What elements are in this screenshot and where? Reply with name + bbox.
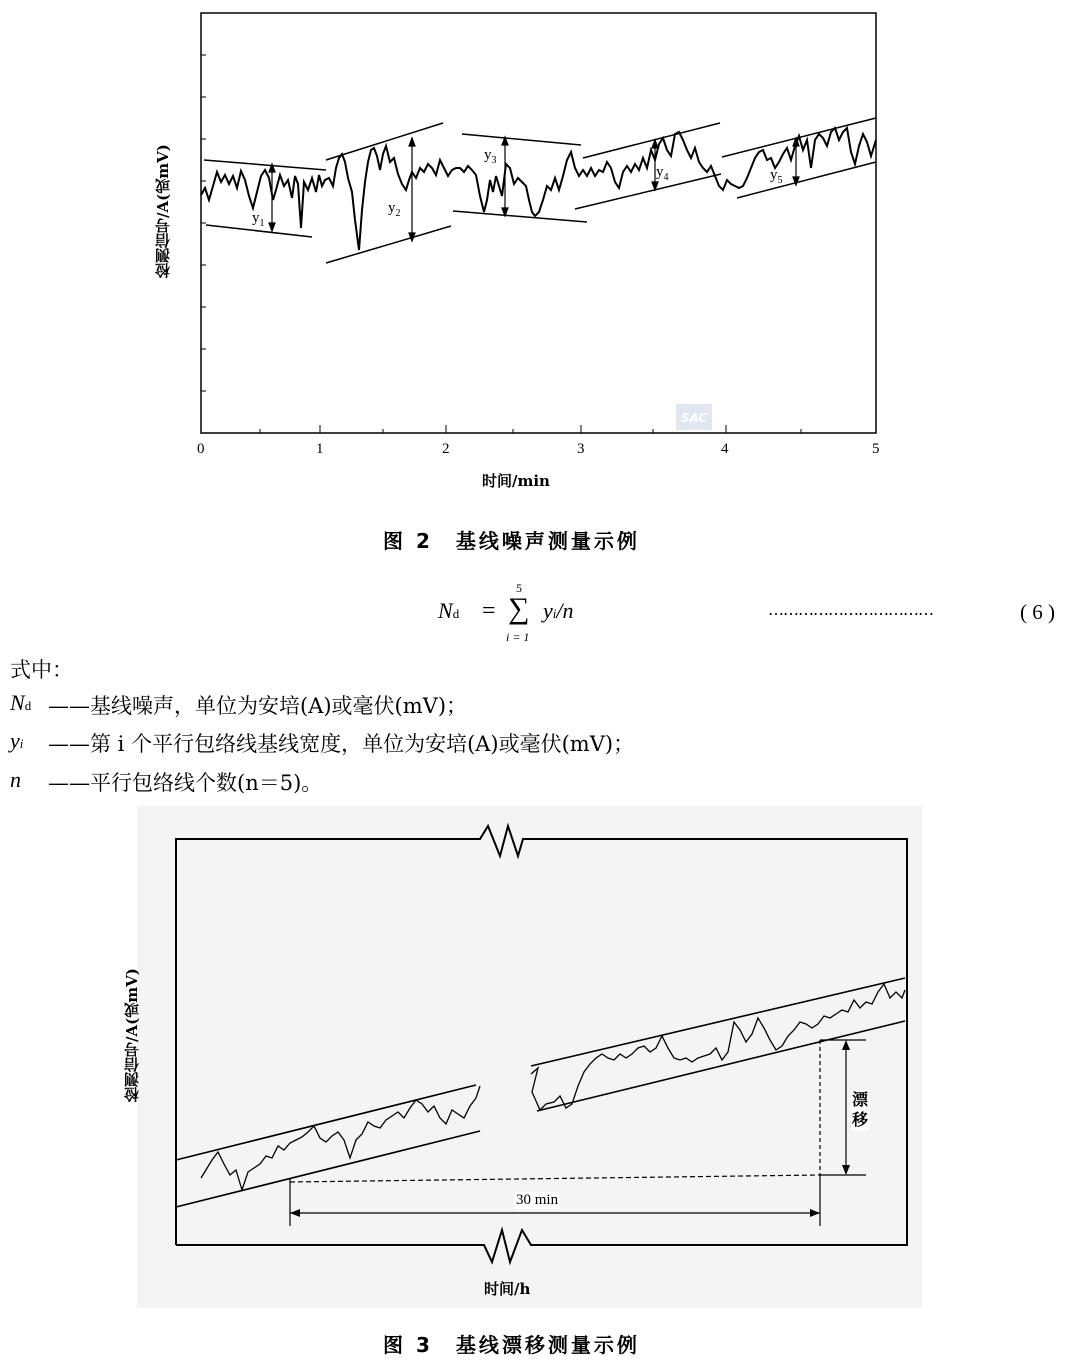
fig3-arrowheads [290, 1040, 850, 1217]
formula-sum-sign: ∑ [508, 592, 530, 625]
fig3-band-left [176, 1085, 480, 1207]
legend-item-nd: Nd [10, 690, 32, 715]
fig3-caption: 图 3 基线漂移测量示例 [383, 1333, 640, 1357]
svg-text:SAC: SAC [680, 411, 708, 425]
fig2-xtick-4: 4 [721, 441, 729, 457]
fig3-interval-label: 30 min [516, 1192, 559, 1208]
legend-text-yi: ——第 i 个平行包络线基线宽度，单位为安培(A)或毫伏(mV)； [48, 732, 635, 756]
fig2-label-y5: $y_5$ [770, 167, 783, 186]
formula-number: ( 6 ) [1020, 600, 1055, 624]
fig2-y-axis-label: 检测信号/A(或mV) [154, 144, 172, 278]
legend-intro: 式中： [10, 658, 73, 682]
legend-text-nd: ——基线噪声，单位为安培(A)或毫伏(mV)； [48, 694, 468, 718]
legend-text-n: ——平行包络线个数(n＝5)。 [48, 771, 323, 795]
fig2-xtick-2: 2 [442, 441, 450, 457]
fig2-label-y1: $y_1$ [252, 210, 265, 229]
formula-leader: …………………………… [768, 600, 933, 619]
fig2-label-y4: $y_4$ [656, 164, 669, 183]
fig2-xtick-5: 5 [872, 441, 880, 457]
fig2-label-y2: $y_2$ [388, 200, 401, 219]
formula-sum-upper: 5 [516, 581, 522, 595]
formula-rhs: yi/n [543, 598, 574, 623]
formula-sum-lower: i = 1 [506, 630, 530, 644]
fig3-y-axis-label: 检测信号/A(或mV) [123, 968, 141, 1102]
fig2-xtick-3: 3 [577, 441, 585, 457]
formula-lhs: Nd [438, 598, 460, 623]
fig2-xtick-0: 0 [197, 441, 205, 457]
fig2-xtick-1: 1 [316, 441, 324, 457]
formula-equals: = [482, 598, 496, 624]
fig3-drift-label: 漂 移 [851, 1090, 868, 1129]
legend-item-yi: yi [10, 728, 24, 753]
fig3-band-right [531, 978, 905, 1111]
legend-item-n: n [10, 767, 21, 792]
fig3-x-axis-label: 时间/h [484, 1280, 531, 1298]
fig2-label-y3: $y_3$ [484, 147, 497, 166]
fig2-x-axis-label: 时间/min [482, 472, 550, 490]
fig2-caption: 图 2 基线噪声测量示例 [383, 529, 640, 553]
